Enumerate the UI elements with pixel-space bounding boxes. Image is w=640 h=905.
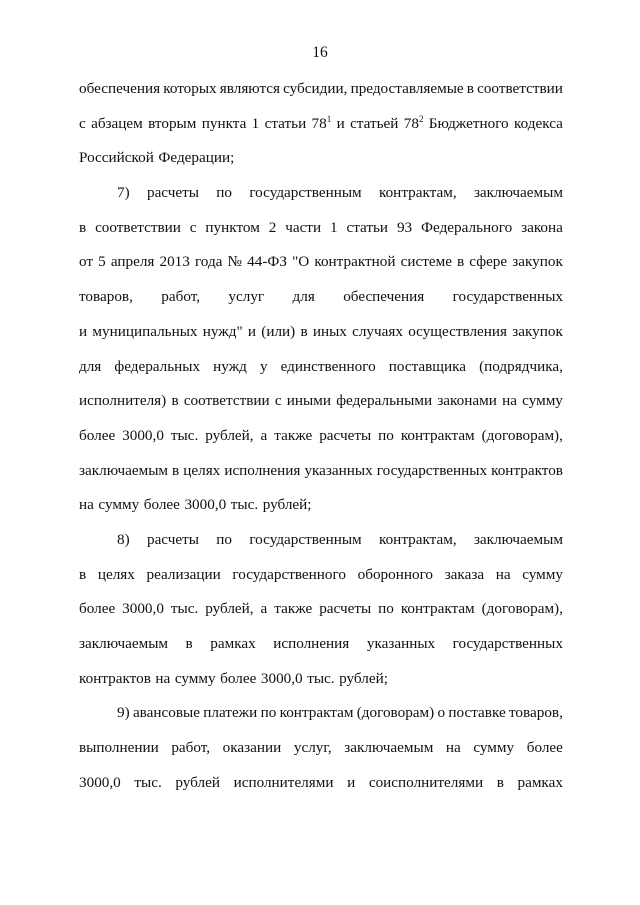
word: в (457, 253, 465, 271)
word: контрактов (79, 669, 151, 687)
word: пункта (201, 114, 247, 132)
word: закупок (512, 322, 563, 340)
document-body (79, 78, 563, 806)
word: а (260, 600, 268, 618)
word: рублей, (205, 600, 254, 618)
page-number: 16 (312, 44, 328, 61)
word: указанных (304, 461, 373, 479)
word: целях (97, 565, 135, 583)
word: части (285, 218, 322, 236)
word: 3000,0 (122, 600, 164, 618)
word: в (171, 392, 179, 410)
word: и (79, 322, 88, 340)
text-line (79, 564, 563, 599)
word: заказа (444, 565, 485, 583)
word: закона (521, 218, 563, 236)
word: в (79, 218, 87, 236)
text-line (79, 737, 563, 772)
word: и (336, 114, 345, 132)
word: законами (437, 392, 497, 410)
word: контрактам, (378, 530, 457, 548)
text-line (79, 286, 563, 321)
word: от (79, 253, 94, 271)
word: системе (400, 253, 452, 271)
word: 44-ФЗ (247, 253, 287, 271)
word: реализации (146, 565, 221, 583)
superscript: 1 (326, 113, 332, 124)
word: статьи (346, 218, 389, 236)
word: тыс. (170, 600, 199, 618)
word: платежи (203, 704, 258, 722)
word: заключаемым (79, 635, 169, 652)
word: статьи (264, 114, 307, 132)
word: более (220, 669, 257, 687)
word: государственных (376, 461, 488, 479)
word: для (79, 357, 102, 375)
word: Федерального (421, 218, 513, 236)
word: заключаемым (344, 739, 434, 757)
word: с (79, 114, 86, 132)
text-line (79, 598, 563, 633)
word: в (185, 635, 193, 652)
text-line (79, 147, 563, 182)
word: поставке (448, 704, 506, 722)
word: закупок (512, 253, 563, 271)
word: (договорам), (481, 426, 563, 444)
word: у (259, 357, 268, 375)
word: тыс. (170, 426, 199, 444)
word: в (466, 80, 474, 97)
word: государственным (249, 530, 362, 548)
word: $78^1$ (311, 113, 332, 132)
word: рублей, (205, 426, 254, 444)
word: в (300, 322, 308, 340)
word: с (189, 218, 197, 236)
word: на (79, 496, 94, 514)
word: государственного (232, 565, 346, 583)
text-line (79, 251, 563, 286)
word: иных (312, 322, 347, 340)
word: рамках (210, 635, 256, 652)
word: для (292, 288, 315, 306)
word: 5 (98, 253, 106, 271)
word: по (378, 426, 394, 444)
word: по (260, 704, 277, 722)
word: рублей (175, 773, 220, 791)
word: статьей (350, 114, 399, 132)
word: осуществления (408, 322, 508, 340)
word: работ, (161, 288, 201, 306)
word: 1 (251, 114, 260, 132)
word: являются (219, 80, 280, 97)
word: на (495, 565, 511, 583)
text-line (79, 633, 563, 668)
word: на (445, 739, 461, 757)
word: о (437, 704, 446, 722)
word: целях (183, 461, 221, 479)
word: расчеты (319, 426, 372, 444)
word: заключаемым (473, 530, 563, 548)
word: в (172, 461, 180, 479)
word: (договорам) (356, 704, 435, 722)
word: и (247, 322, 257, 340)
word: по (216, 530, 233, 548)
word: исполнителями (233, 773, 334, 791)
word: сумму (98, 496, 140, 514)
word: государственных (452, 635, 563, 652)
word: 3000,0 (184, 496, 227, 514)
text-line (79, 182, 563, 217)
text-line (79, 321, 563, 356)
word: государственным (249, 184, 362, 202)
word: оборонного (357, 565, 434, 583)
word: более (143, 496, 180, 514)
word: "О (292, 253, 310, 271)
word: и (347, 773, 356, 791)
word: контрактов (491, 461, 563, 479)
word: $78^2$ (403, 113, 424, 132)
word: исполнения (224, 461, 301, 479)
word: 2013 (159, 253, 190, 271)
word: 3000,0 (79, 773, 121, 791)
word: Российской (79, 149, 154, 167)
word: услуг, (293, 739, 332, 757)
word: контрактам, (378, 184, 457, 202)
word: контрактной (314, 253, 396, 271)
word: заключаемым (79, 461, 169, 479)
word: № (227, 253, 243, 271)
word: обеспечения (343, 288, 425, 306)
word: поставщика (388, 357, 467, 375)
text-line (79, 217, 563, 252)
word: рамках (517, 773, 563, 791)
word: которых (163, 80, 217, 97)
word: сумму (174, 669, 216, 687)
word: 3000,0 (260, 669, 303, 687)
word: расчеты (146, 530, 199, 548)
word: вторым (148, 114, 197, 132)
word: более (79, 600, 116, 618)
text-line (79, 78, 563, 113)
superscript: 2 (418, 113, 424, 124)
text-line (79, 390, 563, 425)
word: сумму (522, 392, 563, 410)
word: товаров, (79, 288, 133, 306)
word: кодекса (513, 114, 563, 132)
word: сфере (469, 253, 508, 271)
text-line (79, 668, 563, 703)
word: расчеты (319, 600, 372, 618)
word: 2 (268, 218, 277, 236)
word: тыс. (230, 496, 259, 514)
word: в (79, 565, 87, 583)
word: расчеты (146, 184, 199, 202)
word: также (274, 426, 313, 444)
word: указанных (366, 635, 436, 652)
word: также (274, 600, 313, 618)
word: федеральных (114, 357, 201, 375)
text-line (79, 113, 563, 148)
word: сумму (522, 565, 563, 583)
word: исполнителя) (79, 392, 167, 410)
word: рублей; (339, 669, 388, 687)
word: по (216, 184, 233, 202)
word: муниципальных (92, 322, 198, 340)
word: на (502, 392, 517, 410)
word: предоставляемые (350, 80, 464, 97)
word: случаях (352, 322, 403, 340)
text-line (79, 425, 563, 460)
word: контрактам (279, 704, 354, 722)
word: тыс. (307, 669, 335, 687)
word: более (526, 739, 563, 757)
word: обеспечения (79, 80, 161, 97)
word: (или) (261, 322, 296, 340)
word: года (194, 253, 223, 271)
word: абзацем (91, 114, 143, 132)
word: выполнении (79, 739, 159, 757)
word: 8) (117, 530, 130, 548)
word: рублей; (262, 496, 312, 514)
word: товаров, (509, 704, 563, 722)
word: а (260, 426, 268, 444)
text-line (79, 494, 563, 529)
text-line (79, 460, 563, 495)
word: услуг (228, 288, 265, 306)
word: в (496, 773, 504, 791)
text-line (79, 356, 563, 391)
word: соисполнителями (368, 773, 484, 791)
text-line (79, 529, 563, 564)
word: соответствии (183, 392, 270, 410)
word: нужд" (202, 322, 243, 340)
word: тыс. (134, 773, 162, 791)
word: авансовые (132, 704, 200, 722)
word: с (274, 392, 282, 410)
word: оказании (222, 739, 282, 757)
word: соответствии (477, 80, 563, 97)
word: субсидии, (283, 80, 348, 97)
word: Федерации; (158, 149, 235, 167)
word: иными (286, 392, 331, 410)
text-line (79, 772, 563, 807)
word: пунктом (205, 218, 260, 236)
word: нужд (213, 357, 247, 375)
word: соответствии (95, 218, 181, 236)
word: 3000,0 (122, 426, 164, 444)
word: сумму (473, 739, 515, 757)
word: по (378, 600, 394, 618)
word: государственных (452, 288, 563, 306)
word: заключаемым (473, 184, 563, 202)
word: федеральными (336, 392, 433, 410)
word: более (79, 426, 116, 444)
word: 1 (329, 218, 338, 236)
word: единственного (280, 357, 376, 375)
word: работ, (171, 739, 211, 757)
word: контрактам (400, 600, 475, 618)
word: контрактам (400, 426, 475, 444)
word: 7) (117, 184, 130, 202)
word: Бюджетного (428, 114, 509, 132)
word: (подрядчика, (479, 357, 563, 375)
word: апреля (110, 253, 155, 271)
word: 93 (396, 218, 413, 236)
word: на (155, 669, 171, 687)
word: (договорам), (481, 600, 563, 618)
word: 9) (117, 704, 130, 722)
word: исполнения (273, 635, 350, 652)
text-line (79, 702, 563, 737)
